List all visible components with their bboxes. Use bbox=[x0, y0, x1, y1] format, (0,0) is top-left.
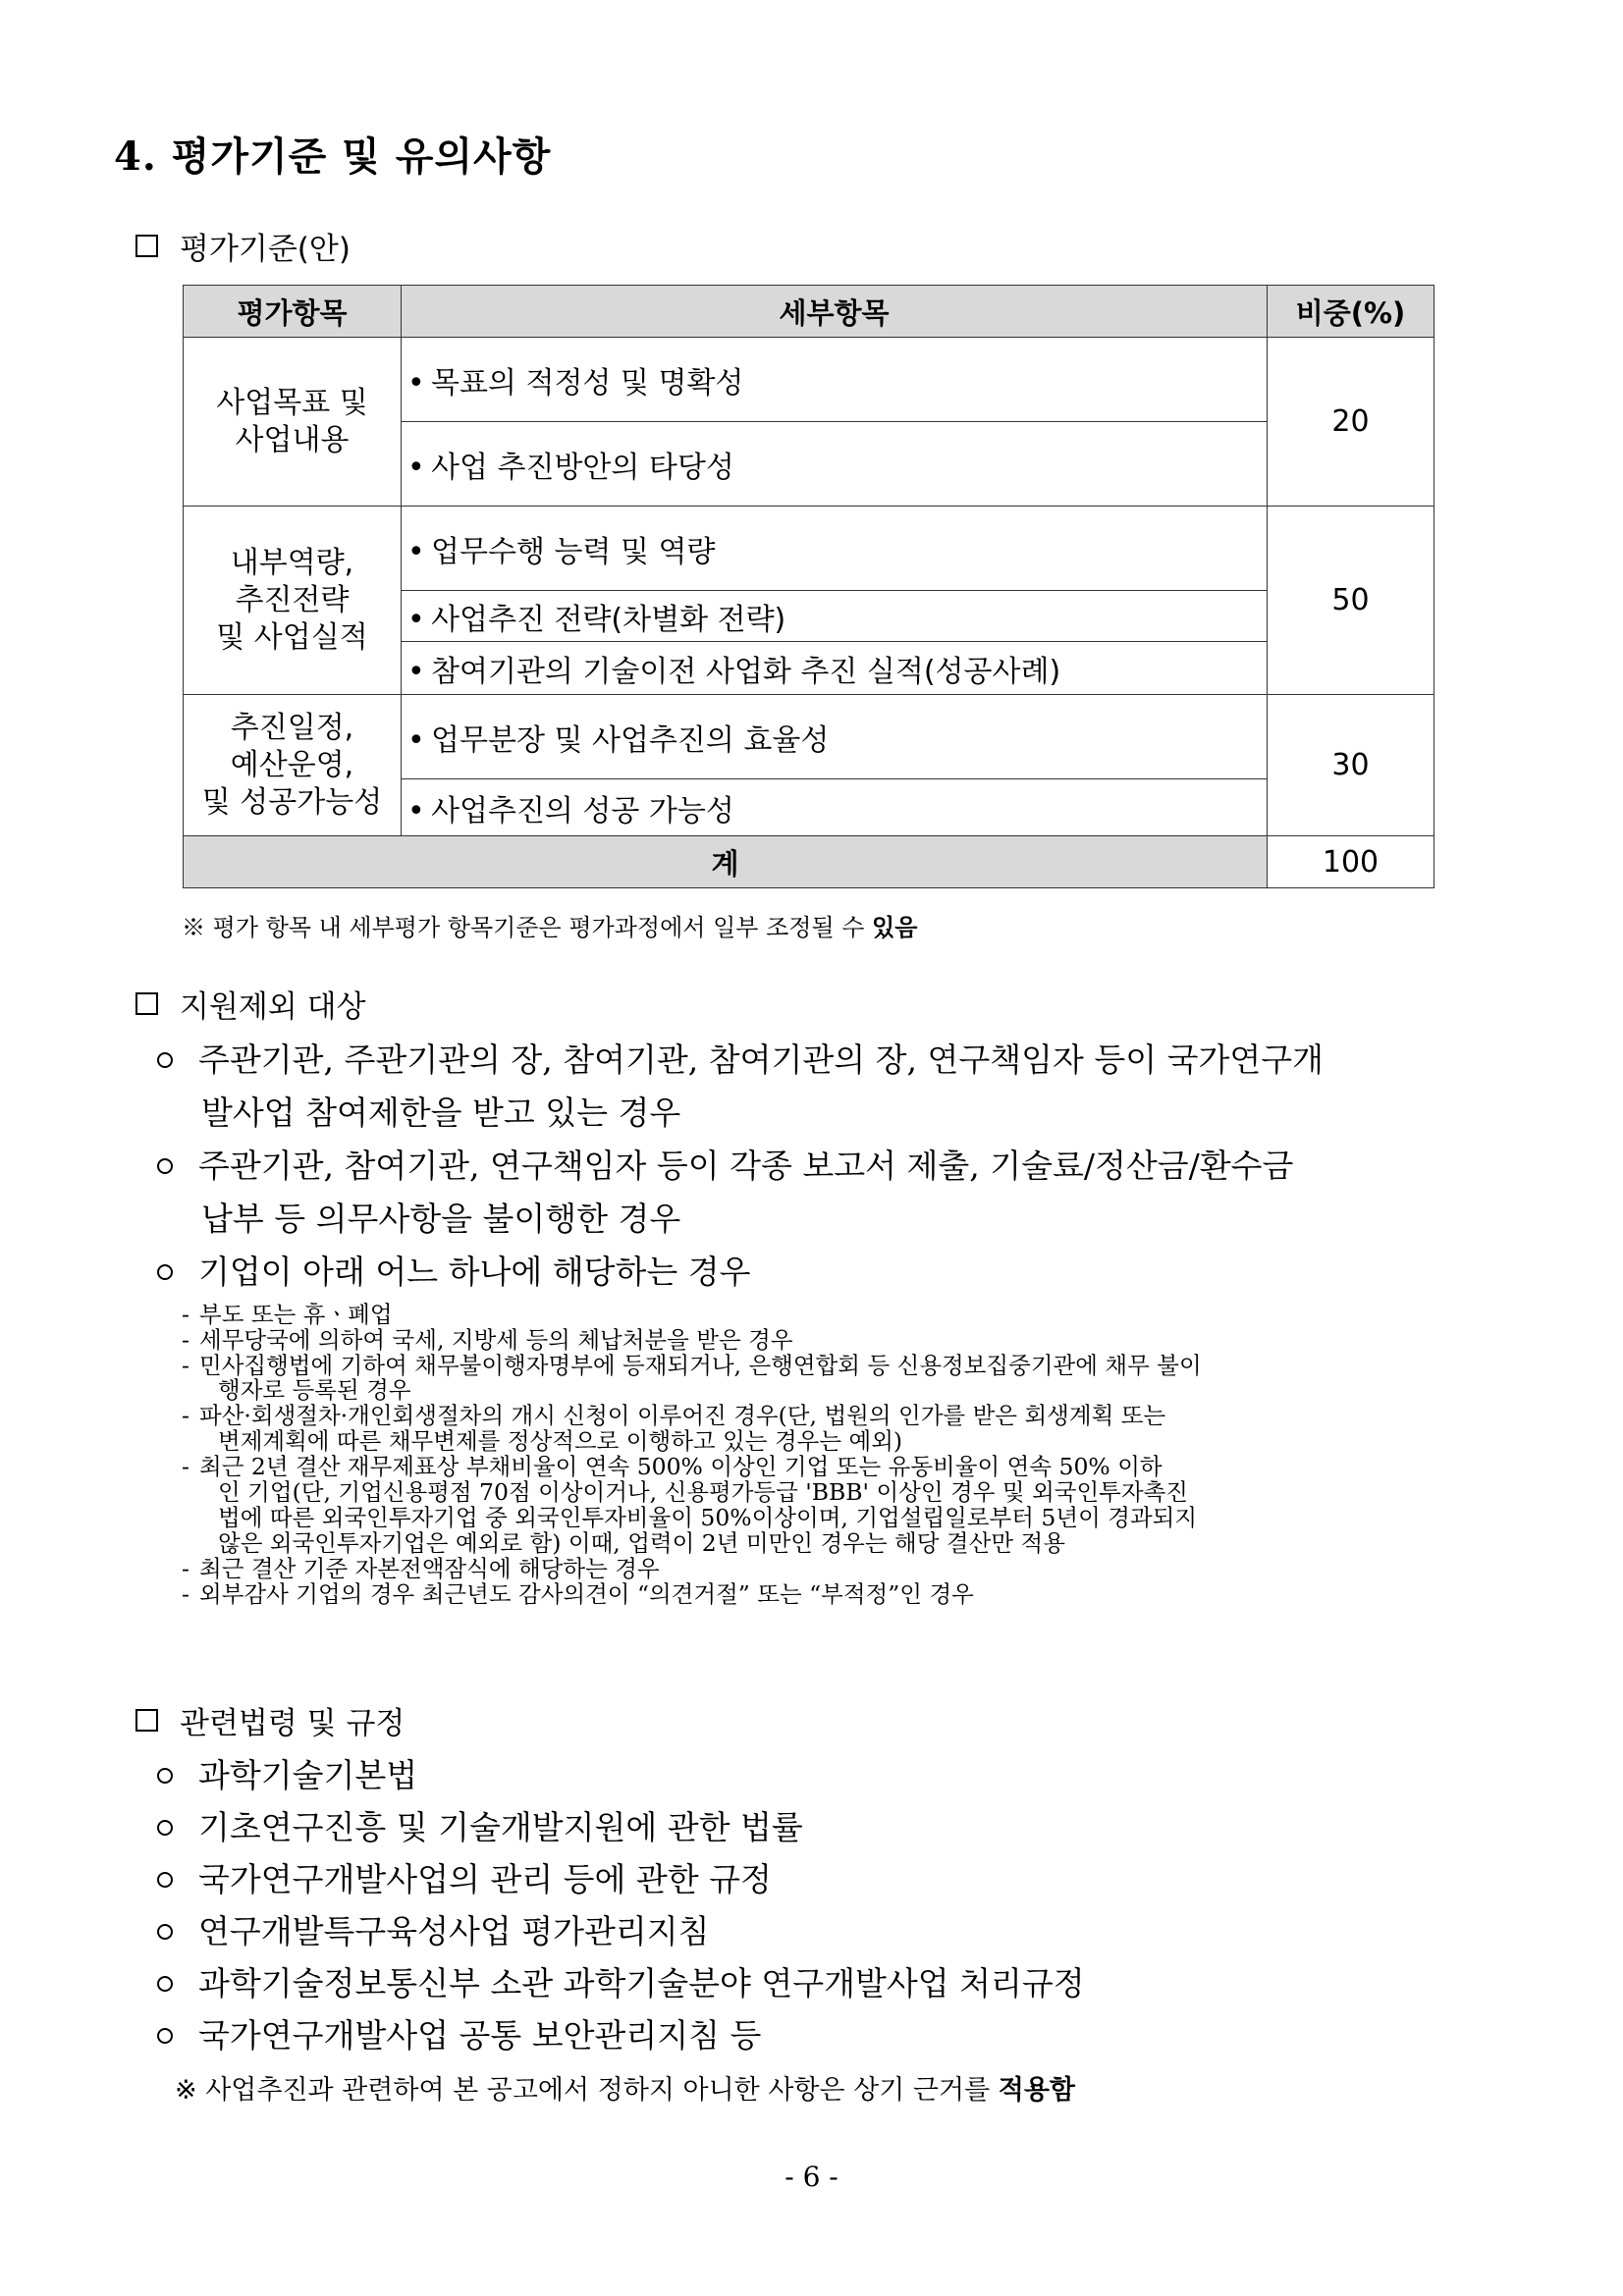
sub-list-item bbox=[182, 1582, 974, 1606]
circle-bullet-icon bbox=[157, 1924, 173, 1940]
checkbox-square-icon bbox=[135, 1709, 158, 1732]
detail-cell bbox=[402, 591, 1268, 642]
sub-list-item bbox=[182, 1328, 793, 1352]
category-line: 추진일정, bbox=[230, 710, 354, 745]
detail-cell bbox=[402, 422, 1268, 507]
bullet-icon: • bbox=[407, 602, 425, 637]
category-line: 추진전략 bbox=[235, 582, 350, 617]
category-line: 내부역량, bbox=[230, 545, 354, 580]
header-category: 평가항목 bbox=[184, 286, 402, 338]
detail-cell bbox=[402, 642, 1268, 695]
list-item-text: 연구개발특구육성사업 평가관리지침 bbox=[198, 1912, 710, 1950]
category-line: 예산운영, bbox=[230, 747, 354, 782]
circle-bullet-icon bbox=[157, 1768, 173, 1784]
sub-item-text: 외부감사 기업의 경우 최근년도 감사의견이 “의견거절” 또는 “부적정”인 경우 bbox=[199, 1580, 974, 1608]
detail-cell bbox=[402, 507, 1268, 591]
bullet-icon: • bbox=[407, 654, 425, 689]
detail-cell bbox=[402, 779, 1268, 836]
circle-bullet-icon bbox=[157, 1872, 173, 1888]
sub-item-text: 민사집행법에 기하여 채무불이행자명부에 등재되거나, 은행연합회 등 신용정보집중기관에 채무 불이 bbox=[199, 1352, 1202, 1379]
sub-item-continuation: 행자로 등록된 경우 bbox=[218, 1376, 411, 1404]
sub-item-text: 파산·회생절차·개인회생절차의 개시 신청이 이루어진 경우(단, 법원의 인가를 받은 회생계획 또는 bbox=[199, 1402, 1166, 1429]
sub-item-text: 최근 2년 결산 재무제표상 부채비율이 연속 500% 이상인 기업 또는 유동비율이 연속 50% 이하 bbox=[199, 1453, 1163, 1480]
sub-item-text: 최근 결산 기준 자본전액잠식에 해당하는 경우 bbox=[199, 1555, 660, 1582]
weight-cell: 20 bbox=[1268, 338, 1434, 507]
sub-list-item bbox=[182, 1404, 1165, 1427]
category-cell bbox=[184, 507, 402, 695]
sub-list-item bbox=[182, 1354, 1202, 1377]
total-label: 계 bbox=[184, 836, 1268, 888]
law-section-title: 관련법령 및 규정 bbox=[180, 1706, 406, 1741]
sub-item-continuation: 법에 따른 외국인투자기업 중 외국인투자비율이 50%이상이며, 기업설립일로부터 5년이 경과되지 bbox=[218, 1504, 1198, 1531]
list-item bbox=[157, 1854, 772, 1900]
table-row bbox=[184, 338, 1434, 422]
list-item bbox=[157, 1958, 1085, 2004]
dash-bullet: - bbox=[182, 1301, 189, 1328]
note-bold-text: 있음 bbox=[872, 914, 918, 941]
list-item-continuation: 발사업 참여제한을 받고 있는 경우 bbox=[201, 1094, 681, 1132]
table-row bbox=[184, 695, 1434, 779]
detail-cell bbox=[402, 338, 1268, 422]
bullet-icon: • bbox=[407, 793, 425, 828]
dash-bullet: - bbox=[182, 1580, 189, 1608]
sub-list-item bbox=[182, 1557, 660, 1580]
bullet-icon: • bbox=[407, 365, 425, 400]
list-item-text: 과학기술정보통신부 소관 과학기술분야 연구개발사업 처리규정 bbox=[198, 1964, 1085, 2002]
list-item-text: 기업이 아래 어느 하나에 해당하는 경우 bbox=[198, 1253, 751, 1291]
circle-bullet-icon bbox=[157, 1264, 173, 1280]
weight-cell: 50 bbox=[1268, 507, 1434, 695]
weight-cell: 30 bbox=[1268, 695, 1434, 836]
list-item-text: 국가연구개발사업 공통 보안관리지침 등 bbox=[198, 2016, 762, 2055]
sub-item-continuation: 않은 외국인투자기업은 예외로 함) 이때, 업력이 2년 미만인 경우는 해당 결산만 적용 bbox=[218, 1529, 1065, 1557]
exclusion-section-title: 지원제외 대상 bbox=[180, 989, 366, 1025]
page-number: - 6 - bbox=[784, 2161, 839, 2193]
detail-text: 사업추진의 성공 가능성 bbox=[431, 793, 734, 828]
sub-item-continuation: 변제계획에 따른 채무변제를 정상적으로 이행하고 있는 경우는 예외) bbox=[218, 1427, 903, 1455]
table-header-row bbox=[184, 286, 1434, 338]
detail-text: 사업 추진방안의 타당성 bbox=[431, 450, 734, 485]
section-heading: 4. 평가기준 및 유의사항 bbox=[114, 133, 552, 180]
note-bold-text: 적용함 bbox=[998, 2075, 1076, 2106]
list-item bbox=[157, 1035, 1324, 1081]
circle-bullet-icon bbox=[157, 2028, 173, 2044]
detail-text: 목표의 적정성 및 명확성 bbox=[431, 365, 744, 400]
dash-bullet: - bbox=[182, 1402, 189, 1429]
checkbox-square-icon bbox=[135, 235, 158, 257]
dash-bullet: - bbox=[182, 1326, 189, 1354]
dash-bullet: - bbox=[182, 1352, 189, 1379]
list-item bbox=[157, 1750, 417, 1796]
detail-text: 업무분장 및 사업추진의 효율성 bbox=[431, 722, 830, 758]
detail-text: 업무수행 능력 및 역량 bbox=[431, 534, 716, 569]
circle-bullet-icon bbox=[157, 1052, 173, 1068]
total-row bbox=[184, 836, 1434, 888]
list-item bbox=[157, 1141, 1293, 1187]
bullet-icon: • bbox=[407, 722, 425, 758]
list-item-continuation: 납부 등 의무사항을 불이행한 경우 bbox=[201, 1200, 681, 1238]
evaluation-table bbox=[183, 285, 1434, 888]
category-cell bbox=[184, 695, 402, 836]
dash-bullet: - bbox=[182, 1555, 189, 1582]
detail-cell bbox=[402, 695, 1268, 779]
total-value: 100 bbox=[1268, 836, 1434, 888]
list-item-text: 국가연구개발사업의 관리 등에 관한 규정 bbox=[198, 1860, 772, 1898]
category-line: 사업목표 및 bbox=[216, 385, 368, 420]
list-item bbox=[157, 1802, 803, 1848]
header-detail: 세부항목 bbox=[402, 286, 1268, 338]
sub-item-text: 세무당국에 의하여 국세, 지방세 등의 체납처분을 받은 경우 bbox=[199, 1326, 793, 1354]
bullet-icon: • bbox=[407, 450, 425, 485]
law-note bbox=[175, 2068, 1075, 2107]
category-cell bbox=[184, 338, 402, 507]
dash-bullet: - bbox=[182, 1453, 189, 1480]
circle-bullet-icon bbox=[157, 1976, 173, 1992]
detail-text: 사업추진 전략(차별화 전략) bbox=[431, 602, 786, 637]
circle-bullet-icon bbox=[157, 1158, 173, 1174]
checkbox-square-icon bbox=[135, 992, 158, 1015]
table-row bbox=[184, 507, 1434, 591]
category-line: 사업내용 bbox=[235, 422, 350, 457]
eval-section-title: 평가기준(안) bbox=[180, 232, 351, 267]
circle-bullet-icon bbox=[157, 1820, 173, 1836]
category-line: 및 사업실적 bbox=[216, 619, 368, 655]
sub-item-text: 부도 또는 휴ㆍ폐업 bbox=[199, 1301, 393, 1328]
list-item bbox=[157, 1906, 710, 1952]
list-item-text: 주관기관, 주관기관의 장, 참여기관, 참여기관의 장, 연구책임자 등이 국가연구개 bbox=[198, 1041, 1324, 1079]
sub-item-continuation: 인 기업(단, 기업신용평점 70점 이상이거나, 신용평가등급 'BBB' 이상인 경우 및 외국인투자촉진 bbox=[218, 1478, 1188, 1506]
category-line: 및 성공가능성 bbox=[201, 784, 383, 820]
note-text: ※ 평가 항목 내 세부평가 항목기준은 평가과정에서 일부 조정될 수 bbox=[182, 914, 865, 941]
header-weight: 비중(%) bbox=[1268, 286, 1434, 338]
detail-text: 참여기관의 기술이전 사업화 추진 실적(성공사례) bbox=[431, 654, 1061, 689]
eval-note bbox=[182, 908, 917, 942]
list-item bbox=[157, 1247, 751, 1293]
list-item-text: 과학기술기본법 bbox=[198, 1756, 418, 1794]
list-item-text: 주관기관, 참여기관, 연구책임자 등이 각종 보고서 제출, 기술료/정산금/환수금 bbox=[198, 1147, 1294, 1185]
bullet-icon: • bbox=[407, 534, 425, 569]
eval-section-title-row bbox=[135, 224, 351, 268]
exclusion-section-title-row bbox=[135, 982, 366, 1026]
sub-list-item bbox=[182, 1455, 1163, 1478]
note-text: ※ 사업추진과 관련하여 본 공고에서 정하지 아니한 사항은 상기 근거를 bbox=[175, 2075, 991, 2106]
list-item bbox=[157, 2010, 761, 2056]
list-item-text: 기초연구진흥 및 기술개발지원에 관한 법률 bbox=[198, 1808, 803, 1846]
sub-list-item bbox=[182, 1303, 393, 1326]
law-section-title-row bbox=[135, 1698, 405, 1742]
